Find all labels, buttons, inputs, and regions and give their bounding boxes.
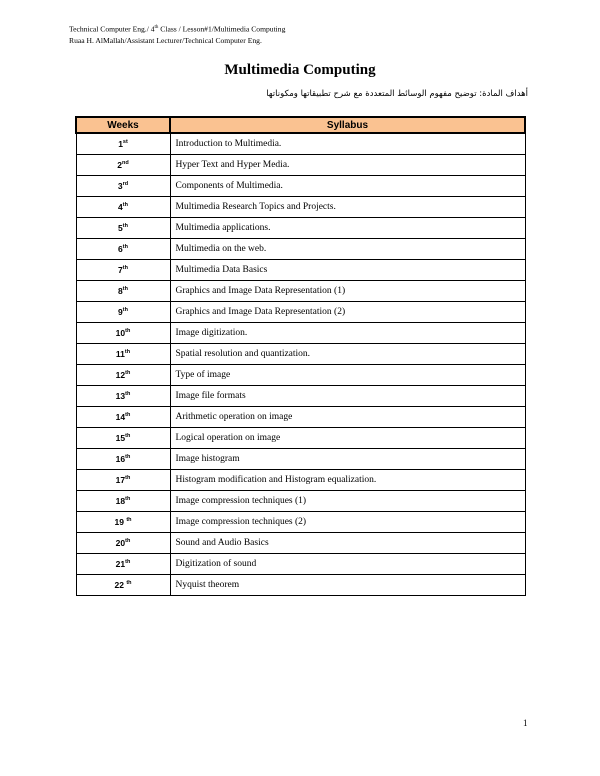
table-row [76,512,525,533]
syllabus-cell: Image histogram [170,449,525,470]
table-row [76,344,525,365]
week-cell: 16th [76,449,170,470]
table-row [76,449,525,470]
syllabus-cell: Multimedia on the web. [170,239,525,260]
week-cell: 10th [76,323,170,344]
header-line-2: Ruaa H. AlMallah/Assistant Lecturer/Technical Computer Eng. [69,35,262,45]
syllabus-cell: Arithmetic operation on image [170,407,525,428]
week-cell: 6th [76,239,170,260]
syllabus-cell: Nyquist theorem [170,575,525,596]
table-row [76,260,525,281]
table-row [76,470,525,491]
table-row [76,428,525,449]
week-cell: 1st [76,133,170,155]
week-cell: 14th [76,407,170,428]
syllabus-cell: Multimedia Research Topics and Projects. [170,197,525,218]
syllabus-cell: Introduction to Multimedia. [170,133,525,155]
syllabus-cell: Multimedia Data Basics [170,260,525,281]
syllabus-cell: Sound and Audio Basics [170,533,525,554]
week-cell: 13th [76,386,170,407]
week-cell: 7th [76,260,170,281]
week-cell: 8th [76,281,170,302]
syllabus-cell: Image file formats [170,386,525,407]
syllabus-cell: Spatial resolution and quantization. [170,344,525,365]
syllabus-cell: Graphics and Image Data Representation (1) [170,281,525,302]
table-row [76,407,525,428]
syllabus-column-header: Syllabus [170,117,525,133]
week-cell: 18th [76,491,170,512]
header-line-1: Technical Computer Eng./ 4th Class / Lesson#1/Multimedia Computing [69,24,286,34]
table-row [76,575,525,596]
table-row [76,218,525,239]
table-row [76,133,525,155]
course-objective: أهداف المادة: توضيح مفهوم الوسائط المتعددة مع شرح تطبيقاتها ومكوناتها [266,89,528,99]
table-row [76,533,525,554]
syllabus-cell: Histogram modification and Histogram equalization. [170,470,525,491]
week-cell: 22 $^{th}$ [76,575,170,596]
table-row [76,281,525,302]
week-cell: 19 $^{th}$ [76,512,170,533]
table-row [76,365,525,386]
table-row [76,155,525,176]
week-cell: 21th [76,554,170,575]
syllabus-cell: Type of image [170,365,525,386]
syllabus-cell: Image compression techniques (2) [170,512,525,533]
syllabus-table [75,116,526,596]
week-cell: 17th [76,470,170,491]
syllabus-cell: Graphics and Image Data Representation (2) [170,302,525,323]
week-cell: 2nd [76,155,170,176]
week-cell: 5th [76,218,170,239]
table-header-row [76,117,525,133]
table-row [76,197,525,218]
syllabus-cell: Components of Multimedia. [170,176,525,197]
table-row [76,386,525,407]
week-cell: 3rd [76,176,170,197]
syllabus-cell: Digitization of sound [170,554,525,575]
page-header [69,22,285,46]
syllabus-cell: Hyper Text and Hyper Media. [170,155,525,176]
week-cell: 15th [76,428,170,449]
table-row [76,554,525,575]
week-cell: 4th [76,197,170,218]
week-cell: 12th [76,365,170,386]
syllabus-cell: Logical operation on image [170,428,525,449]
page-title: Multimedia Computing [224,62,376,78]
syllabus-cell: Image compression techniques (1) [170,491,525,512]
syllabus-cell: Multimedia applications. [170,218,525,239]
table-row [76,491,525,512]
table-row [76,323,525,344]
week-cell: 9th [76,302,170,323]
page-number: 1 [523,718,528,728]
weeks-column-header: Weeks [76,117,170,133]
table-row [76,302,525,323]
syllabus-cell: Image digitization. [170,323,525,344]
week-cell: 20th [76,533,170,554]
week-cell: 11th [76,344,170,365]
table-row [76,239,525,260]
table-row [76,176,525,197]
